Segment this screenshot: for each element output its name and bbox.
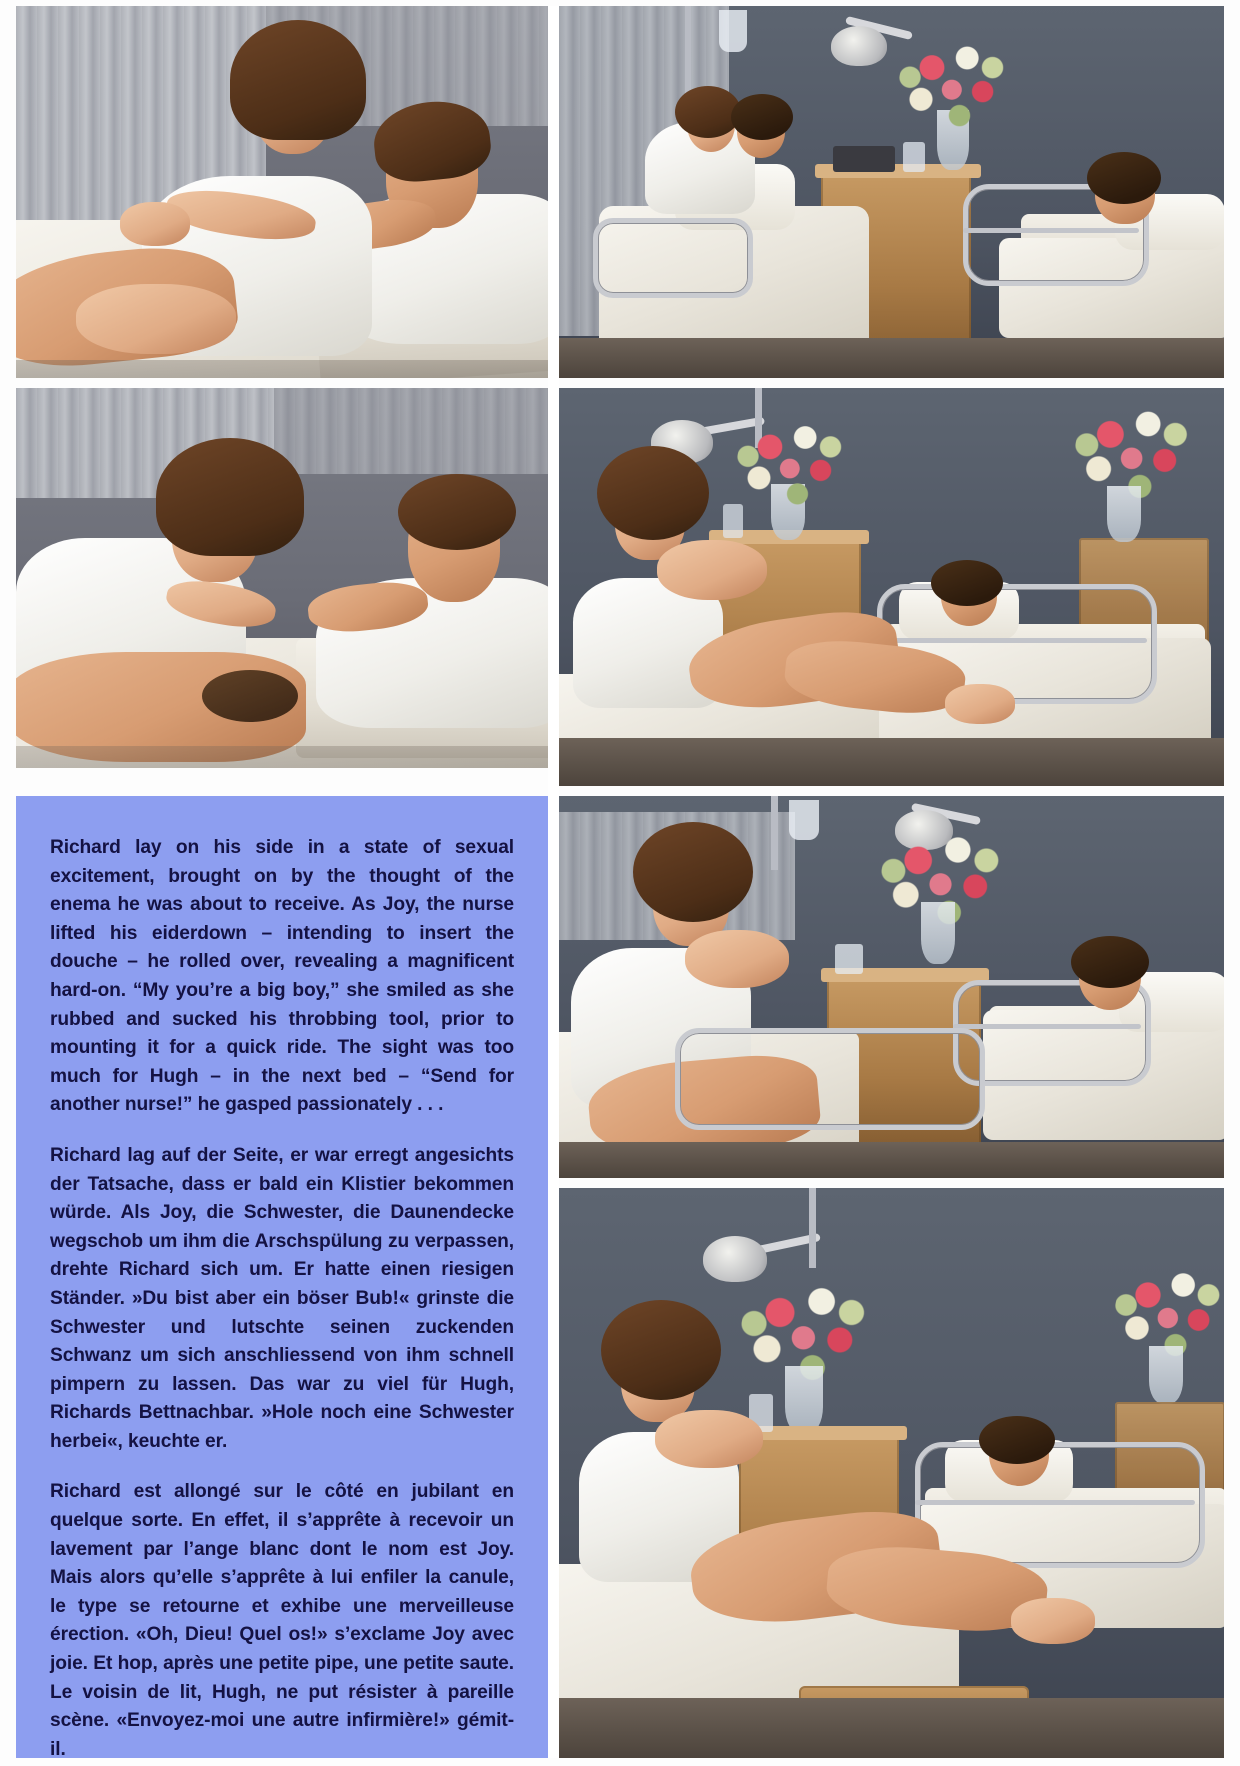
story-paragraph-fr: Richard est allongé sur le côté en jubilant en quelque sorte. En effet, il s’apprête à recevoir un lavement par l’ange blanc dont le nom est Joy. Mais alors qu’elle s’apprête à lui enfiler la canule, le type se retourne et exhibe une merveilleuse érection. «Oh, Dieu! Quel os!» s’exclame Joy avec joie. Et hop, après une petite pipe, une petite saute. Le voisin de lit, Hugh, ne put résister à pareille scène. «Envoyez-moi une autre infirmière!» gémit-il. (50, 1481, 514, 1760)
story-text-panel (16, 796, 548, 1758)
photo-mid-right (559, 388, 1224, 786)
photo-top-left (16, 6, 548, 378)
photo-bottom-right (559, 1188, 1224, 1758)
column-gutter (548, 6, 559, 1758)
photo-lower-right (559, 796, 1224, 1178)
photo-grid (8, 6, 1232, 1758)
photo-mid-left (16, 388, 548, 768)
photo-top-right (559, 6, 1224, 378)
story-paragraph-en: Richard lay on his side in a state of sexual excitement, brought on by the thought of the enema he was about to receive. As Joy, the nurse lifted his eiderdown – intending to insert the douche – he rolled over, revealing a magnificent hard-on. “My you’re a big boy,” she smiled as she rubbed and sucked his throbbing tool, prior to mounting it for a quick ride. The sight was too much for Hugh – in the next bed – “Send for another nurse!” he gasped passionately . . . (50, 837, 514, 1116)
story-paragraph-de: Richard lag auf der Seite, er war erregt angesichts der Tatsache, dass er bald ein Klistier bekommen würde. Als Joy, die Schwester, die Daunendecke wegschob um ihm die Arschspülung zu verpassen, drehte Richard sich um. Er hatte einen riesigen Ständer. »Du bist aber ein böser Bub!« grinste die Schwester und lutschte seinen zuckenden Schwanz um sich anschliessend von ihm schnell pimpern zu lassen. Das war zu viel für Hugh, Richards Bettnachbar. »Hole noch eine Schwester herbei«, keuchte er. (50, 1144, 514, 1452)
